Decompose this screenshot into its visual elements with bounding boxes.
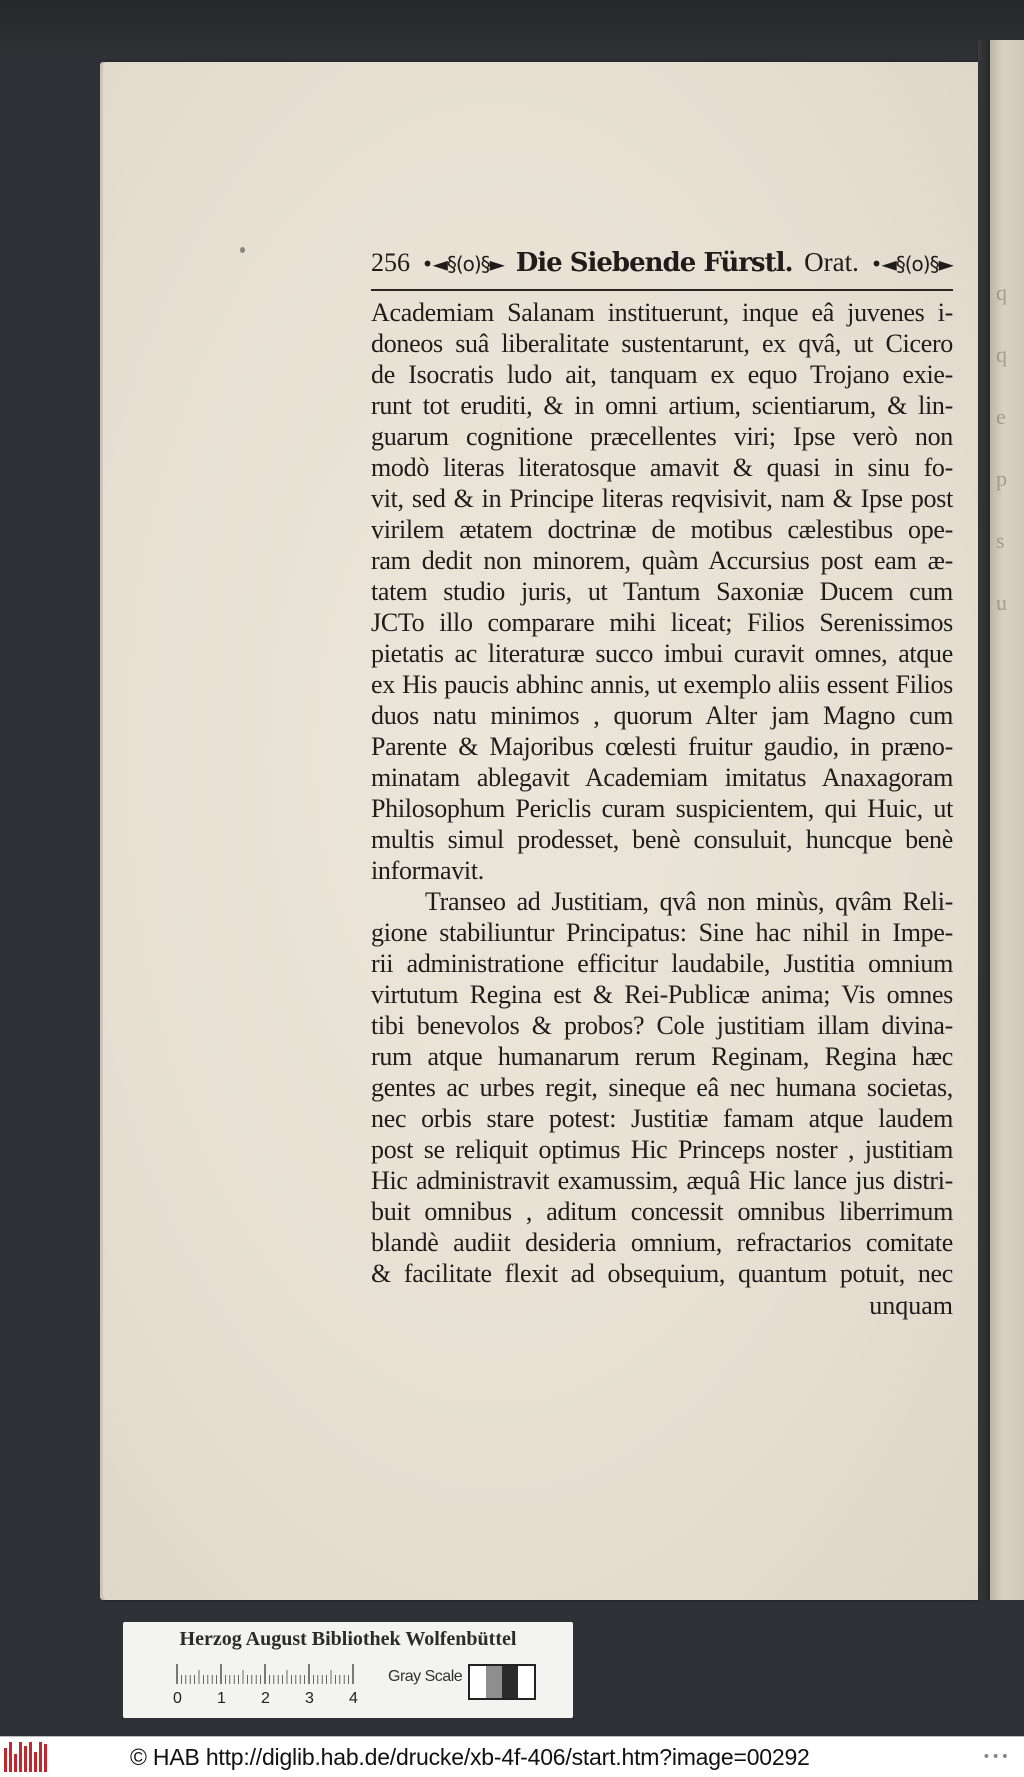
logo-bar xyxy=(9,1742,12,1772)
facing-page-ghost-text: p xyxy=(996,466,1007,491)
text-line: runt tot eruditi, & in omni artium, scientiarum, & lin- xyxy=(371,391,953,420)
text-line: nec orbis stare potest: Justitiæ famam atque laudem xyxy=(371,1104,953,1133)
hab-logo-icon xyxy=(4,1742,50,1772)
ruler-label: 3 xyxy=(305,1690,314,1707)
text-line: duos natu minimos , quorum Alter jam Magno cum xyxy=(371,701,953,730)
header-ornament-left: •◄§(o)§► xyxy=(421,252,505,276)
text-line: Parente & Majoribus cœlesti fruitur gaudio, in præno- xyxy=(371,732,953,761)
text-line: doneos suâ liberalitate sustentarunt, ex qvâ, ut Cicero xyxy=(371,329,953,358)
logo-bar xyxy=(14,1754,17,1772)
logo-bar xyxy=(24,1746,27,1772)
grayscale-chips xyxy=(468,1664,536,1700)
running-title: Die Siebende Fürstl. xyxy=(515,248,793,278)
text-line: vit, sed & in Principe literas reqvisivit, nam & Ipse post xyxy=(371,484,953,513)
text-line: post se reliquit optimus Hic Princeps noster , justitiam xyxy=(371,1135,953,1164)
text-line: multis simul prodesset, benè consuluit, huncque benè xyxy=(371,825,953,854)
ink-spot xyxy=(240,247,245,253)
scale-ruler xyxy=(175,1662,375,1684)
text-line: informavit. xyxy=(371,856,484,885)
grayscale-chip xyxy=(502,1666,518,1698)
text-line: pietatis ac literaturæ succo imbui curavit omnes, atque xyxy=(371,639,953,668)
logo-bar xyxy=(4,1748,7,1772)
logo-bar xyxy=(19,1742,22,1772)
text-line: & facilitate flexit ad obsequium, quantum potuit, nec xyxy=(371,1259,953,1288)
logo-bar xyxy=(34,1752,37,1772)
color-reference-card xyxy=(123,1622,573,1718)
grayscale-chip xyxy=(486,1666,502,1698)
grayscale-chip xyxy=(470,1666,486,1698)
facing-page-ghost-text: q xyxy=(996,342,1007,367)
facing-page-ghost-text: e xyxy=(996,404,1006,429)
ruler-label: 4 xyxy=(349,1690,358,1707)
text-line: ram dedit non minorem, quàm Accursius post eam æ- xyxy=(371,546,953,575)
facing-page-ghost-text: s xyxy=(996,528,1005,553)
more-icon[interactable]: ••• xyxy=(982,1749,1010,1765)
running-header xyxy=(371,247,953,291)
grayscale-chip xyxy=(518,1666,534,1698)
text-line: gentes ac urbes regit, sineque eâ nec humana societas, xyxy=(371,1073,953,1102)
text-line: Transeo ad Justitiam, qvâ non minùs, qvâm Reli- xyxy=(425,887,953,916)
text-line: minatam ablegavit Academiam imitatus Anaxagoram xyxy=(371,763,953,792)
text-line: virtutum Regina est & Rei-Publicæ anima; Vis omnes xyxy=(371,980,953,1009)
body-text xyxy=(371,297,953,1289)
text-line: Philosophum Periclis curam suspicientem, qui Huic, ut xyxy=(371,794,953,823)
book-page xyxy=(103,62,978,1600)
library-name: Herzog August Bibliothek Wolfenbüttel xyxy=(179,1628,517,1650)
text-line: gione stabiliuntur Principatus: Sine hac nihil in Impe- xyxy=(371,918,953,947)
running-title-abbrev: Orat. xyxy=(804,247,859,277)
text-line: blandè audiit desideria omnium, refractarios comitate xyxy=(371,1228,953,1257)
text-line: rum atque humanarum rerum Reginam, Regina hæc xyxy=(371,1042,953,1071)
ruler-label: 1 xyxy=(217,1690,226,1707)
logo-bar xyxy=(44,1744,47,1772)
text-line: Academiam Salanam instituerunt, inque eâ juvenes i- xyxy=(371,298,953,327)
text-block xyxy=(371,247,953,1323)
text-line: guarum cognitione præcellentes viri; Ipse verò non xyxy=(371,422,953,451)
text-line: buit omnibus , aditum concessit omnibus liberrimum xyxy=(371,1197,953,1226)
logo-bar xyxy=(39,1742,42,1772)
text-line: de Isocratis ludo ait, tanquam ex equo Trojano exie- xyxy=(371,360,953,389)
text-line: tibi benevolos & probos? Cole justitiam illam divina- xyxy=(371,1011,953,1040)
ruler-labels xyxy=(173,1690,383,1710)
page-number: 256 xyxy=(371,248,410,277)
ruler-ticks xyxy=(175,1662,375,1684)
status-bar xyxy=(0,1736,1024,1777)
facing-page-ghost-text: u xyxy=(996,590,1007,615)
facing-page xyxy=(990,40,1024,1600)
logo-bar xyxy=(29,1742,32,1772)
catchword: unquam xyxy=(869,1291,953,1320)
ruler-label: 2 xyxy=(261,1690,270,1707)
ruler-label: 0 xyxy=(173,1690,182,1707)
copyright-url[interactable]: © HAB http://diglib.hab.de/drucke/xb-4f-406/start.htm?image=00292 xyxy=(130,1743,810,1770)
scan-top-edge xyxy=(0,0,1024,60)
text-line: modò literas literatosque amavit & quasi in sinu fo- xyxy=(371,453,953,482)
facing-page-ghost-text: q xyxy=(996,280,1007,305)
text-line: tatem studio juris, ut Tantum Saxoniæ Ducem cum xyxy=(371,577,953,606)
grayscale-label: Gray Scale xyxy=(388,1668,463,1685)
header-ornament-right: •◄§(o)§► xyxy=(870,252,953,276)
text-line: Hic administravit examussim, æquâ Hic lance jus distri- xyxy=(371,1166,953,1195)
text-line: virilem ætatem doctrinæ de motibus cælestibus ope- xyxy=(371,515,953,544)
text-line: rii administratione efficitur laudabile, Justitia omnium xyxy=(371,949,953,978)
text-line: ex His paucis abhinc annis, ut exemplo aliis essent Filios xyxy=(371,670,953,699)
text-line: JCTo illo comparare mihi liceat; Filios Serenissimos xyxy=(371,608,953,637)
